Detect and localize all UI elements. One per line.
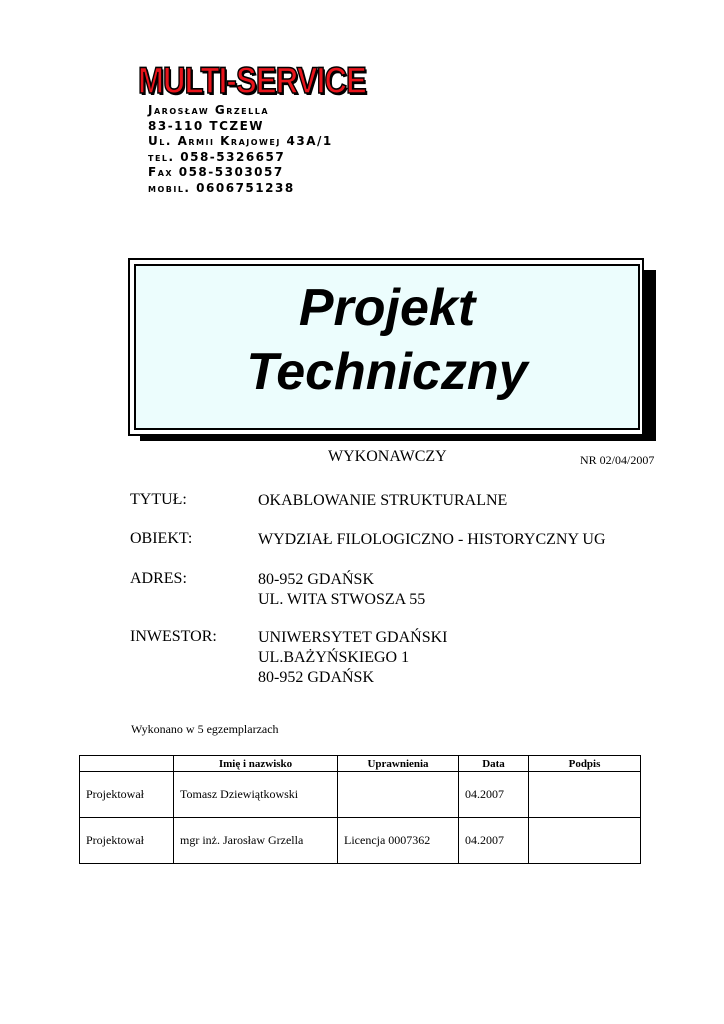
address-label: ADRES: [130,570,187,587]
document-title-line1: Projekt [298,279,476,337]
company-fax: Fax 058-5303057 [148,165,284,180]
cell-role: Projektował [80,818,174,864]
address-value [258,570,425,610]
company-mobile: mobil. 0606751238 [148,180,295,195]
document-title [134,276,640,404]
cell-name: mgr inż. Jarosław Grzella [174,818,338,864]
table-row [80,818,641,864]
investor-value [258,628,447,688]
address-line: 80-952 GDAŃSK [258,571,374,588]
document-subtitle: WYKONAWCZY [328,448,447,465]
cell-signature [529,818,641,864]
company-name: Jarosław Grzella [148,103,270,117]
object-label: OBIEKT: [130,530,193,547]
cell-name: Tomasz Dziewiątkowski [174,772,338,818]
company-postal: 83-110 TCZEW [148,118,265,133]
copies-note: Wykonano w 5 egzemplarzach [131,722,279,736]
table-row [80,772,641,818]
signature-table [79,755,641,864]
cell-license [338,772,459,818]
company-address-block [148,103,333,197]
company-logo: MULTI-SERVICE [138,60,366,101]
cell-date: 04.2007 [459,818,529,864]
investor-line: UNIWERSYTET GDAŃSKI [258,629,448,646]
cell-date: 04.2007 [459,772,529,818]
table-header-row [80,756,641,772]
cell-role: Projektował [80,772,174,818]
title-label: TYTUŁ: [130,491,187,508]
document-title-line2: Techniczny [246,343,528,401]
investor-label: INWESTOR: [130,628,217,645]
object-value: WYDZIAŁ FILOLOGICZNO - HISTORYCZNY UG [258,531,606,548]
company-phone: tel. 058-5326657 [148,149,286,164]
header-name: Imię i nazwisko [174,756,338,772]
investor-line: UL.BAŻYŃSKIEGO 1 [258,649,410,666]
address-line: UL. WITA STWOSZA 55 [258,591,426,608]
company-street: Ul. Armii Krajowej 43A/1 [148,134,333,149]
cell-signature [529,772,641,818]
header-license: Uprawnienia [338,756,459,772]
document-number: NR 02/04/2007 [580,453,655,467]
header-date: Data [459,756,529,772]
investor-line: 80-952 GDAŃSK [258,669,374,686]
title-value: OKABLOWANIE STRUKTURALNE [258,492,508,509]
cell-license: Licencja 0007362 [338,818,459,864]
header-signature: Podpis [529,756,641,772]
header-role [80,756,174,772]
